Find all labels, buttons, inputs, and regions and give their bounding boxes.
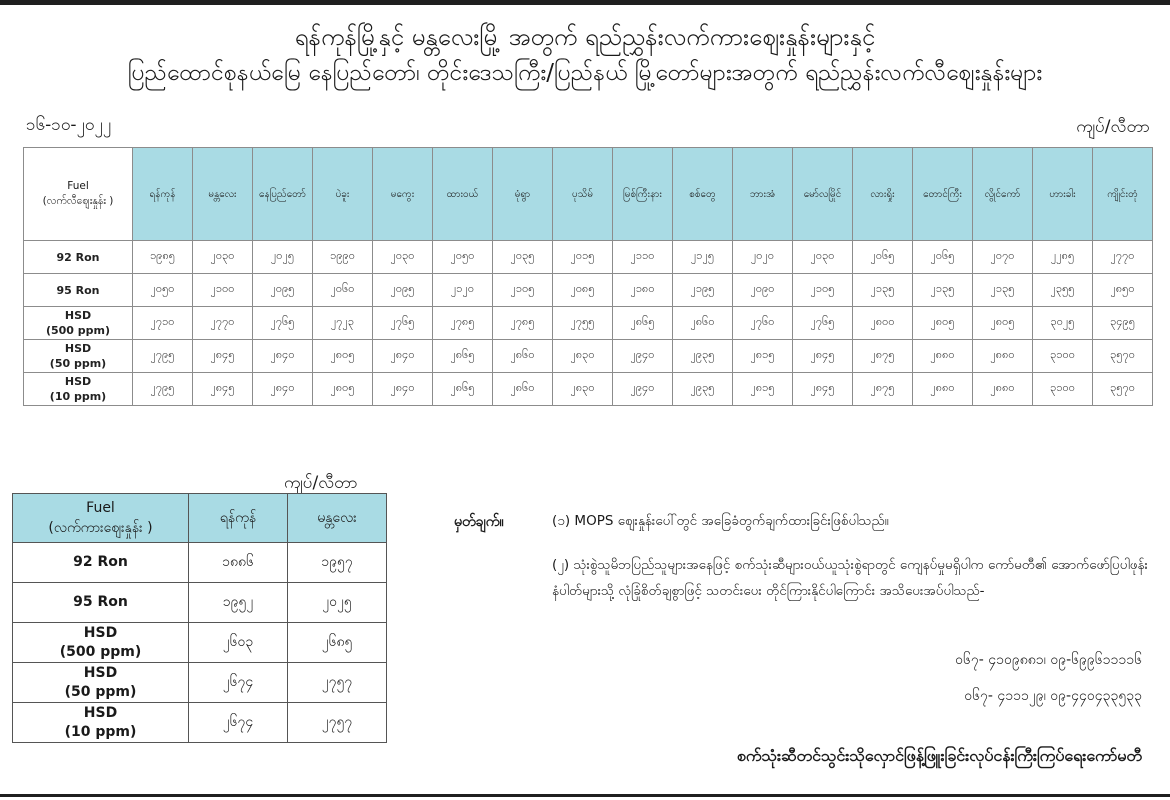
- city-header: ရန်ကုန်: [189, 494, 288, 543]
- wholesale-price-table: [12, 493, 387, 743]
- fuel-type-line1: HSD: [83, 664, 118, 681]
- city-header: ကျိုင်းတုံ: [1093, 148, 1153, 241]
- city-header: တောင်ကြီး: [913, 148, 973, 241]
- price-cell: ၁၉၈၅: [133, 241, 193, 274]
- fuel-type-line2: (10 ppm): [49, 390, 107, 403]
- city-header: လားရှိုး: [853, 148, 913, 241]
- price-cell: ၂၈၃၀: [553, 373, 613, 406]
- price-cell: ၂၇၅၇: [288, 663, 387, 703]
- retail-header-row: [24, 148, 1153, 241]
- price-cell: ၂၈၄၀: [253, 340, 313, 373]
- price-cell: ၂၆၈၅: [288, 623, 387, 663]
- fuel-type-line1: HSD: [64, 375, 92, 388]
- price-cell: ၂၉၃၅: [673, 340, 733, 373]
- retail-price-table: [23, 147, 1153, 406]
- fuel-row: [24, 274, 1153, 307]
- price-cell: ၂၈၀၅: [313, 373, 373, 406]
- price-cell: ၂၈၄၅: [193, 373, 253, 406]
- date-label: ၁၆-၁၀-၂၀၂၂: [26, 115, 112, 135]
- price-cell: ၂၈၁၅: [733, 373, 793, 406]
- price-cell: ၂၇၆၅: [793, 307, 853, 340]
- price-cell: ၂၈၈၀: [973, 340, 1033, 373]
- fuel-type-label: [13, 623, 189, 663]
- price-cell: ၂၀၅၀: [433, 241, 493, 274]
- price-cell: ၂၀၁၅: [553, 241, 613, 274]
- title-line-2: ပြည်ထောင်စုနယ်မြေ နေပြည်တော်၊ တိုင်းဒေသကြီး/ပြည်နယ် မြို့တော်များအတွက် ရည်ညွှန်းလက်လီဈေးနှုန်းများ: [127, 60, 1043, 86]
- price-cell: ၂၉၃၅: [673, 373, 733, 406]
- price-cell: ၂၈၇၅: [853, 373, 913, 406]
- fuel-header: [24, 148, 133, 241]
- price-cell: ၂၈၁၅: [733, 340, 793, 373]
- notes-label: မှတ်ချက်။: [454, 514, 504, 530]
- fuel-type-line1: 95 Ron: [56, 283, 100, 297]
- city-header: မော်လမြိုင်: [793, 148, 853, 241]
- price-cell: ၂၆၀၃: [189, 623, 288, 663]
- fuel-type-line1: 95 Ron: [73, 594, 128, 610]
- price-cell: ၂၁၂၅: [673, 241, 733, 274]
- price-cell: ၂၀၆၅: [853, 241, 913, 274]
- price-cell: ၂၇၆၅: [373, 307, 433, 340]
- fuel-row: [13, 543, 387, 583]
- price-cell: ၂၉၄၀: [613, 373, 673, 406]
- fuel-type-line1: HSD: [83, 624, 118, 641]
- price-cell: ၂၇၉၅: [133, 340, 193, 373]
- fuel-type-line2: (500 ppm): [45, 324, 111, 337]
- price-cell: ၃၁၀၀: [1033, 373, 1093, 406]
- price-cell: ၂၀၃၀: [793, 241, 853, 274]
- price-cell: ၂၁၀၅: [793, 274, 853, 307]
- fuel-type-label: [24, 274, 133, 307]
- city-header: မြစ်ကြီးနား: [613, 148, 673, 241]
- phone-numbers-1: ၀၆၇- ၄၁၀၉၈၈၁၊ ၀၉-၆၉၉၆၁၁၁၁၆: [955, 652, 1142, 668]
- price-cell: ၁၉၅၇: [288, 543, 387, 583]
- price-cell: ၂၇၁၀: [133, 307, 193, 340]
- price-cell: ၁၉၅၂: [189, 583, 288, 623]
- fuel-header-line1: Fuel: [67, 180, 89, 192]
- fuel-type-label: [13, 663, 189, 703]
- price-cell: ၂၈၃၀: [553, 340, 613, 373]
- price-cell: ၂၀၂၀: [733, 241, 793, 274]
- price-cell: ၂၁၁၀: [613, 241, 673, 274]
- fuel-type-label: [24, 307, 133, 340]
- price-cell: ၂၈၆၀: [493, 373, 553, 406]
- price-cell: ၂၀၇၀: [973, 241, 1033, 274]
- price-cell: ၂၇၆၅: [253, 307, 313, 340]
- price-cell: ၃၄၉၅: [1093, 307, 1153, 340]
- city-header: ပုသိမ်: [553, 148, 613, 241]
- price-cell: ၂၈၅၀: [1093, 274, 1153, 307]
- price-cell: ၂၈၀၅: [913, 307, 973, 340]
- title-line-1: ရန်ကုန်မြို့နှင့် မန္တလေးမြို့ အတွက် ရည်ညွှန်းလက်ကားဈေးနှုန်းများနှင့်: [294, 23, 876, 51]
- phone-numbers-2: ၀၆၇- ၄၁၁၁၂၉၊ ၀၉-၄၄၀၄၃၃၅၃၃: [964, 688, 1142, 704]
- price-cell: ၁၈၈၆: [189, 543, 288, 583]
- city-header: ဟားခါး: [1033, 148, 1093, 241]
- fuel-header-line1: Fuel: [86, 500, 115, 516]
- price-cell: ၂၇၇၀: [1093, 241, 1153, 274]
- committee-signature: စက်သုံးဆီတင်သွင်းသိုလှောင်ဖြန့်ဖြူးခြင်းလုပ်ငန်းကြီးကြပ်ရေးကော်မတီ: [736, 746, 1142, 765]
- fuel-row: [13, 703, 387, 743]
- price-cell: ၂၀၂၅: [253, 241, 313, 274]
- city-header: ပဲခူး: [313, 148, 373, 241]
- fuel-type-label: [24, 241, 133, 274]
- price-cell: ၁၉၉၀: [313, 241, 373, 274]
- fuel-type-label: [24, 373, 133, 406]
- price-cell: ၂၈၀၅: [973, 307, 1033, 340]
- city-header: ရန်ကုန်: [133, 148, 193, 241]
- price-cell: ၂၇၆၀: [733, 307, 793, 340]
- price-cell: ၂၃၅၅: [1033, 274, 1093, 307]
- price-cell: ၂၈၇၅: [853, 340, 913, 373]
- city-header: မန္တလေး: [193, 148, 253, 241]
- city-header: ဘားအံ: [733, 148, 793, 241]
- price-cell: ၂၈၆၅: [613, 307, 673, 340]
- fuel-header: [13, 494, 189, 543]
- price-cell: ၂၈၄၀: [373, 340, 433, 373]
- price-cell: ၂၀၉၅: [253, 274, 313, 307]
- fuel-type-line2: (50 ppm): [49, 357, 107, 370]
- price-cell: ၂၁၀၀: [193, 274, 253, 307]
- price-cell: ၂၇၈၅: [433, 307, 493, 340]
- fuel-type-label: [13, 543, 189, 583]
- price-cell: ၂၈၆၀: [673, 307, 733, 340]
- city-header: စစ်တွေ: [673, 148, 733, 241]
- price-cell: ၂၇၂၃: [313, 307, 373, 340]
- price-cell: ၂၁၃၅: [913, 274, 973, 307]
- price-cell: ၂၆၇၄: [189, 663, 288, 703]
- price-cell: ၂၈၈၀: [913, 340, 973, 373]
- price-cell: ၃၁၀၀: [1033, 340, 1093, 373]
- price-cell: ၂၂၈၅: [1033, 241, 1093, 274]
- bottom-border: [0, 794, 1170, 797]
- price-cell: ၂၇၅၅: [553, 307, 613, 340]
- price-cell: ၂၁၉၅: [673, 274, 733, 307]
- price-cell: ၂၁၂၀: [433, 274, 493, 307]
- fuel-type-line1: 92 Ron: [56, 250, 100, 264]
- price-cell: ၂၁၀၅: [493, 274, 553, 307]
- price-cell: ၂၇၅၇: [288, 703, 387, 743]
- price-cell: ၂၆၇၄: [189, 703, 288, 743]
- fuel-row: [24, 307, 1153, 340]
- price-cell: ၂၈၆၀: [493, 340, 553, 373]
- fuel-row: [24, 340, 1153, 373]
- price-cell: ၃၅၇၀: [1093, 373, 1153, 406]
- unit-label: ကျပ်/လီတာ: [1076, 117, 1150, 137]
- price-cell: ၂၀၉၀: [733, 274, 793, 307]
- fuel-type-label: [13, 703, 189, 743]
- price-cell: ၂၁၃၅: [853, 274, 913, 307]
- price-cell: ၂၇၇၀: [193, 307, 253, 340]
- city-header: မုံရွာ: [493, 148, 553, 241]
- price-cell: ၂၀၂၅: [288, 583, 387, 623]
- fuel-row: [13, 663, 387, 703]
- price-cell: ၃၅၇၀: [1093, 340, 1153, 373]
- price-cell: ၂၈၈၀: [973, 373, 1033, 406]
- price-cell: ၂၁၈၀: [613, 274, 673, 307]
- fuel-type-line1: HSD: [64, 309, 92, 322]
- top-border: [0, 0, 1170, 5]
- wholesale-unit-label: ကျပ်/လီတာ: [284, 473, 358, 493]
- price-cell: ၂၇၉၅: [133, 373, 193, 406]
- price-cell: ၂၀၃၀: [193, 241, 253, 274]
- fuel-row: [24, 373, 1153, 406]
- price-cell: ၂၀၃၀: [373, 241, 433, 274]
- wholesale-header-row: [13, 494, 387, 543]
- price-cell: ၂၀၆၅: [913, 241, 973, 274]
- fuel-header-line2: (လက်လီဈေးနှုန်း ): [42, 195, 114, 207]
- fuel-type-line2: (500 ppm): [59, 643, 142, 660]
- fuel-type-line1: 92 Ron: [73, 554, 128, 570]
- fuel-type-line1: HSD: [83, 704, 118, 721]
- city-header: လွိုင်ကော်: [973, 148, 1033, 241]
- city-header: မန္တလေး: [288, 494, 387, 543]
- price-cell: ၂၇၈၅: [493, 307, 553, 340]
- fuel-type-label: [13, 583, 189, 623]
- price-cell: ၂၉၄၀: [613, 340, 673, 373]
- city-header: မကွေး: [373, 148, 433, 241]
- fuel-header-line2: (လက်ကားဈေးနှုန်း ): [48, 520, 153, 536]
- price-cell: ၂၀၅၀: [133, 274, 193, 307]
- price-cell: ၂၈၄၀: [373, 373, 433, 406]
- city-header: နေပြည်တော်: [253, 148, 313, 241]
- price-cell: ၂၀၃၅: [493, 241, 553, 274]
- fuel-row: [24, 241, 1153, 274]
- price-cell: ၂၈၄၀: [253, 373, 313, 406]
- price-cell: ၂၈၄၅: [793, 340, 853, 373]
- city-header: ထားဝယ်: [433, 148, 493, 241]
- price-cell: ၂၀၈၅: [553, 274, 613, 307]
- price-cell: ၂၁၃၅: [973, 274, 1033, 307]
- price-cell: ၂၈၈၀: [913, 373, 973, 406]
- price-cell: ၂၀၉၅: [373, 274, 433, 307]
- fuel-row: [13, 623, 387, 663]
- fuel-type-line1: HSD: [64, 342, 92, 355]
- fuel-type-line2: (10 ppm): [64, 723, 137, 740]
- fuel-type-line2: (50 ppm): [64, 683, 137, 700]
- price-cell: ၂၈၄၅: [193, 340, 253, 373]
- price-cell: ၂၈၄၅: [793, 373, 853, 406]
- price-cell: ၂၈၆၅: [433, 373, 493, 406]
- price-cell: ၂၈၆၅: [433, 340, 493, 373]
- fuel-row: [13, 583, 387, 623]
- price-cell: ၂၈၀၀: [853, 307, 913, 340]
- fuel-type-label: [24, 340, 133, 373]
- price-cell: ၂၀၆၀: [313, 274, 373, 307]
- note-1: (၁) MOPS ဈေးနှုန်းပေါ်တွင် အခြေခံတွက်ချက်ထားခြင်းဖြစ်ပါသည်။: [552, 513, 889, 529]
- price-cell: ၂၈၀၅: [313, 340, 373, 373]
- note-2: (၂) သုံးစွဲသူမိဘပြည်သူများအနေဖြင့် စက်သုံးဆီများဝယ်ယူသုံးစွဲရာတွင် ကျေနပ်မှုမရှိပါက ကော်မတီ၏ အောက်ဖော်ပြပါဖုန်းနံပါတ်များသို့ လုံခြုံစိတ်ချစွာဖြင့် သတင်းပေး တိုင်ကြားနိုင်ပါကြောင်း အသိပေးအပ်ပါသည်-: [552, 557, 1148, 599]
- price-cell: ၃၀၂၅: [1033, 307, 1093, 340]
